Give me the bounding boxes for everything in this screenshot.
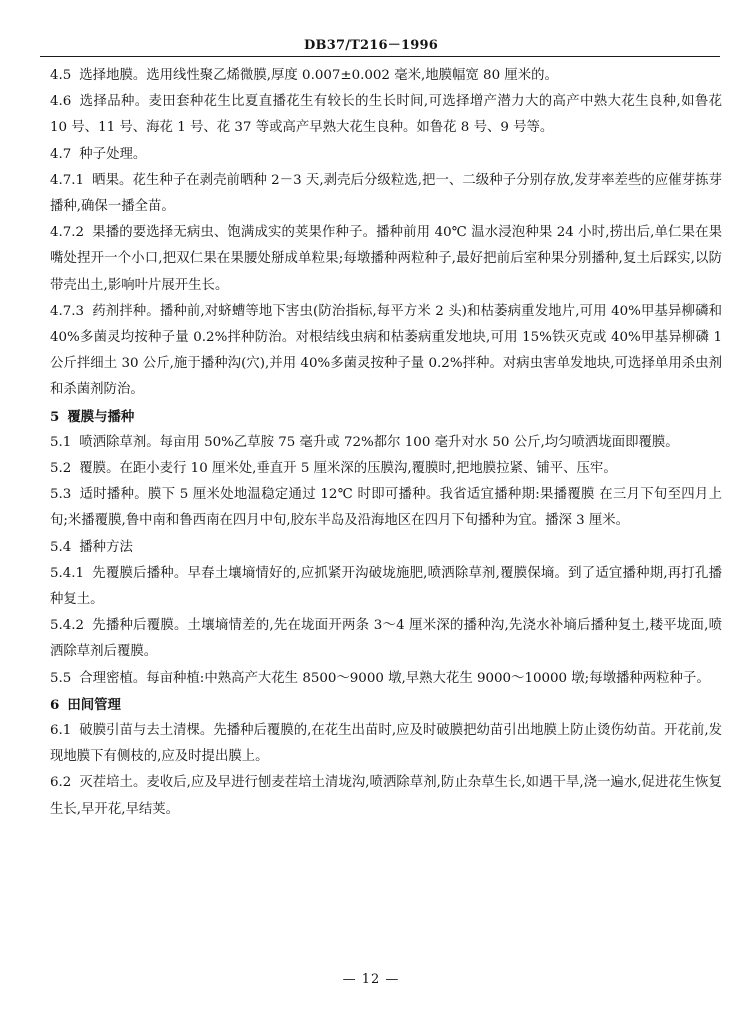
clause-text: 种子处理。 [79,146,147,162]
clause-5-5 [50,666,722,692]
clause-text: 覆膜。在距小麦行 10 厘米处,垂直开 5 厘米深的压膜沟,覆膜时,把地膜拉紧、铺平、压牢。 [79,461,617,477]
clause-5-4-2 [50,613,722,665]
clause-text: 果播的要选择无病虫、饱满成实的荚果作种子。播种前用 40℃ 温水浸泡种果 24 小时,捞出后,单仁果在果嘴处捏开一个小口,把双仁果在果腰处掰成单粒果;每墩播种两粒种子,最好把前后室种果分别播种,复土后踩实,以防带壳出土,影响叶片展开生长。 [50,225,722,293]
clause-text: 播种方法 [79,539,133,555]
clause-text: 破膜引苗与去土清棵。先播种后覆膜的,在花生出苗时,应及时破膜把幼苗引出地膜上防止烫伤幼苗。开花前,发现地膜下有侧枝的,应及时提出膜上。 [50,723,722,765]
header-rule [40,56,720,57]
clause-6-2 [50,770,722,822]
clause-number: 4.6 [50,94,72,110]
clause-4-7-2 [50,220,722,299]
clause-5-2 [50,456,722,482]
document-body [50,63,722,823]
clause-4-7-1 [50,168,722,220]
clause-text: 药剂拌种。播种前,对蛴螬等地下害虫(防治指标,每平方米 2 头)和枯萎病重发地片,可用 40%甲基异柳磷和 40%多菌灵均按种子量 0.2%拌种防治。对根结线虫病和枯萎病重发地块,可用 15%铁灭克或 40%甲基异柳磷 1 公斤拌细土 30 公斤,施于播种沟(穴),并用 40%多菌灵按种子量 0.2%拌种。对病虫害单发地块,可选择单用杀虫剂和杀菌剂防治。 [50,303,722,398]
clause-number: 5.4.2 [50,618,85,634]
clause-text: 适时播种。膜下 5 厘米处地温稳定通过 12℃ 时即可播种。我省适宜播种期:果播覆膜 在三月下旬至四月上旬;米播覆膜,鲁中南和鲁西南在四月中旬,胶东半岛及沿海地区在四月下旬播种为宜。播深 3 厘米。 [50,487,722,529]
clause-number: 5.5 [50,670,72,686]
section-number: 6 [50,696,60,713]
clause-text: 喷洒除草剂。每亩用 50%乙草胺 75 毫升或 72%都尔 100 毫升对水 50 公斤,均匀喷洒垅面即覆膜。 [79,434,679,450]
section-6-heading [50,692,722,718]
clause-text: 合理密植。每亩种植:中熟高产大花生 8500～9000 墩,早熟大花生 9000～10000 墩;每墩播种两粒种子。 [79,670,710,686]
clause-5-4 [50,535,722,561]
clause-number: 5.3 [50,487,72,503]
clause-number: 6.2 [50,775,72,791]
clause-number: 5.4 [50,539,72,555]
clause-text: 先覆膜后播种。早春土壤墒情好的,应抓紧开沟破垅施肥,喷洒除草剂,覆膜保墒。到了适宜播种期,再打孔播种复土。 [50,565,722,608]
clause-text: 选择品种。麦田套种花生比夏直播花生有较长的生长时间,可选择增产潜力大的高产中熟大花生良种,如鲁花 10 号、11 号、海花 1 号、花 37 等或高产早熟大花生良种。如鲁花 8 号、9 号等。 [50,94,722,136]
clause-number: 5.1 [50,434,72,450]
clause-number: 4.7.3 [50,303,85,319]
clause-number: 4.7.2 [50,225,85,241]
clause-text: 晒果。花生种子在剥壳前晒种 2－3 天,剥壳后分级粒选,把一、二级种子分别存放,发芽率差些的应催芽拣芽播种,确保一播全苗。 [50,172,722,215]
clause-text: 灭茬培土。麦收后,应及早进行刨麦茬培土清垅沟,喷洒除草剂,防止杂草生长,如遇干旱,浇一遍水,促进花生恢复生长,早开花,早结荚。 [50,775,722,817]
clause-6-1 [50,718,722,770]
clause-number: 4.7 [50,146,72,162]
clause-number: 5.2 [50,461,72,477]
clause-number: 6.1 [50,723,72,739]
clause-5-3 [50,482,722,534]
clause-4-7 [50,142,722,168]
clause-4-6 [50,89,722,141]
section-number: 5 [50,408,60,425]
standard-code-header: DB37/T216－1996 [304,38,438,53]
section-title: 田间管理 [67,696,121,713]
clause-5-1 [50,430,722,456]
clause-4-5 [50,63,722,89]
clause-5-4-1 [50,561,722,613]
clause-text: 先播种后覆膜。土壤墒情差的,先在垅面开两条 3～4 厘米深的播种沟,先浇水补墒后播种复土,耧平垅面,喷洒除草剂后覆膜。 [50,618,722,660]
clause-text: 选择地膜。选用线性聚乙烯微膜,厚度 0.007±0.002 毫米,地膜幅宽 80 厘米的。 [79,68,558,83]
clause-4-7-3 [50,299,722,404]
clause-number: 4.5 [50,68,72,83]
clause-number: 5.4.1 [50,565,85,581]
section-title: 覆膜与播种 [67,408,135,425]
page-number: — 12 — [342,972,400,987]
clause-number: 4.7.1 [50,172,85,188]
section-5-heading [50,404,722,430]
